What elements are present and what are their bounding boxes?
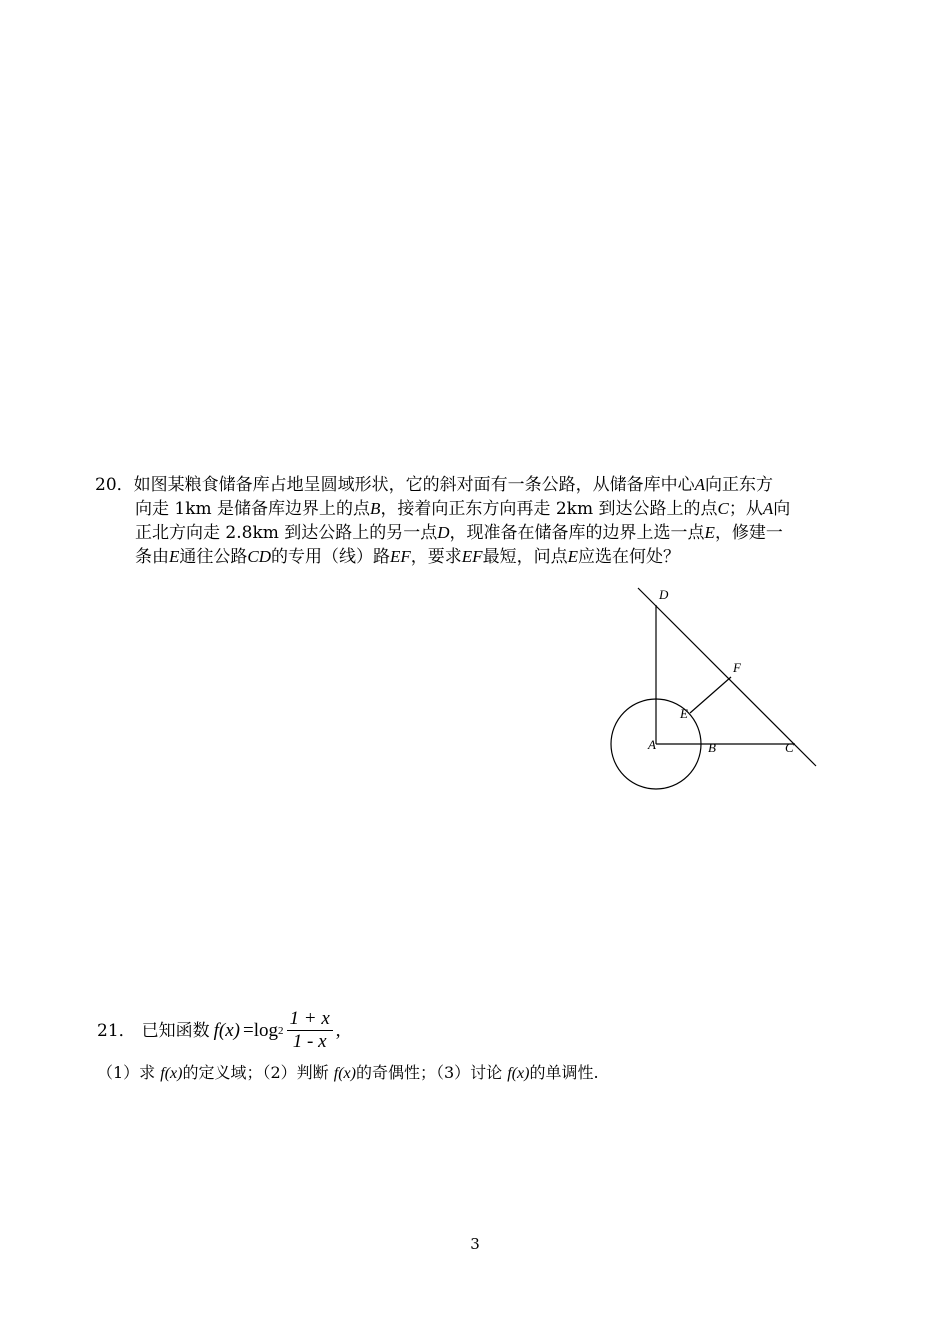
q21-part-text: 的单调性. xyxy=(529,1063,599,1082)
question-21 xyxy=(97,1008,341,1053)
function-notation: f(x) xyxy=(507,1065,530,1082)
q20-text: 的专用（线）路 xyxy=(271,547,391,567)
label-e: E xyxy=(680,706,688,721)
point-d-ref: D xyxy=(437,523,450,542)
point-e-ref: E xyxy=(704,523,715,542)
function-notation: f(x) xyxy=(333,1065,356,1082)
q20-text: 向正东方 xyxy=(705,475,774,495)
label-b: B xyxy=(708,740,716,755)
q21-parts xyxy=(97,1060,599,1083)
segment-ef-ref: EF xyxy=(461,547,483,566)
fraction-numerator: 1 + x xyxy=(287,1008,333,1031)
function-notation: f(x) xyxy=(213,1019,241,1041)
label-d: D xyxy=(659,587,669,602)
q20-text: 通往公路 xyxy=(179,547,248,567)
page-number: 3 xyxy=(470,1235,480,1253)
q20-text: ，现准备在储备库的边界上选一点 xyxy=(449,523,705,543)
segment-ef xyxy=(690,677,731,713)
fraction xyxy=(287,1008,333,1053)
q20-text: 条由 xyxy=(135,547,169,567)
point-b-ref: B xyxy=(370,499,381,518)
fraction-denominator: 1 - x xyxy=(292,1031,327,1052)
q20-text: ，要求 xyxy=(410,547,462,567)
q20-text: 应选在何处？ xyxy=(577,547,680,567)
log-operator: =log xyxy=(243,1019,279,1041)
q20-line-3 xyxy=(95,521,855,545)
q21-part-text: 的定义域；（2）判断 xyxy=(182,1063,329,1082)
function-notation: f(x) xyxy=(160,1065,183,1082)
q20-text: ；从 xyxy=(728,499,763,519)
q20-text: 向走 1km 是储备库边界上的点 xyxy=(135,499,371,519)
question-20 xyxy=(95,473,855,569)
q20-text: 正北方向走 2.8km 到达公路上的另一点 xyxy=(135,523,438,543)
log-base: 2 xyxy=(278,1024,284,1037)
q21-comma: , xyxy=(335,1019,341,1041)
question-number: 20． xyxy=(95,475,134,495)
q21-text: 已知函数 xyxy=(141,1020,210,1041)
point-c-ref: C xyxy=(717,499,729,518)
q20-text: 如图某粮食储备库占地呈圆域形状，它的斜对面有一条公路，从储备库中心 xyxy=(133,475,695,495)
geometry-svg xyxy=(600,585,830,790)
q21-part-text: 的奇偶性；（3）讨论 xyxy=(355,1063,503,1082)
q20-line-4 xyxy=(95,545,855,569)
point-a-ref: A xyxy=(762,499,774,518)
q20-text: ，接着向正东方向再走 2km 到达公路上的点 xyxy=(380,499,718,519)
q20-text: ，修建一 xyxy=(714,523,783,543)
label-c: C xyxy=(785,740,794,755)
label-f: F xyxy=(733,660,741,675)
q20-line-2 xyxy=(95,497,855,521)
segment-ef-ref: EF xyxy=(390,547,411,566)
segment-cd-ref: CD xyxy=(247,547,272,566)
geometry-figure xyxy=(600,585,830,790)
q21-statement xyxy=(97,1008,341,1053)
point-e-ref: E xyxy=(567,547,578,566)
q21-part-text: （1）求 xyxy=(97,1063,156,1082)
point-e-ref: E xyxy=(169,547,180,566)
question-number: 21． xyxy=(97,1020,136,1041)
q20-line-1 xyxy=(95,473,855,497)
point-a-ref: A xyxy=(694,475,706,494)
q20-text: 向 xyxy=(773,499,791,519)
q20-text: 最短，问点 xyxy=(482,547,568,567)
label-a: A xyxy=(648,737,656,752)
